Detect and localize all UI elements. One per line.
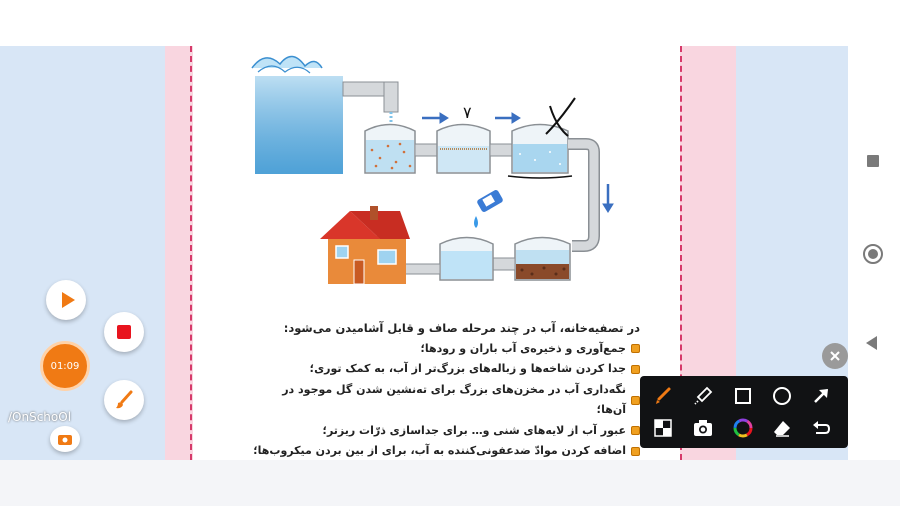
recents-icon[interactable] — [867, 155, 879, 167]
brush-button[interactable] — [104, 380, 144, 420]
list-item-text: جدا کردن شاخه‌ها و زباله‌های بزرگ‌تر از آب، به کمک توری؛ — [309, 362, 626, 375]
rectangle-icon — [733, 386, 753, 406]
sand-filter-tank — [515, 238, 570, 281]
list-item-text: عبور آب از لایه‌های شنی و… برای جداسازی ذرّات ریزتر؛ — [322, 423, 626, 437]
bullet-icon — [631, 396, 640, 405]
brush-icon — [113, 389, 135, 411]
instructions-text — [250, 318, 640, 482]
toolbox-button[interactable] — [50, 426, 80, 452]
undo-tool-button[interactable] — [806, 413, 836, 443]
color-wheel-icon — [733, 418, 753, 438]
list-item-text: نگه‌داری آب در مخزن‌های بزرگ برای ته‌نشین شدن گل موجود در آن‌ها؛ — [282, 382, 626, 416]
handwritten-underline — [508, 176, 572, 178]
water-treatment-diagram — [250, 46, 630, 296]
undo-icon — [811, 418, 831, 438]
bullet-icon — [631, 344, 640, 353]
arrow-tool-button[interactable] — [806, 381, 836, 411]
house — [320, 206, 410, 284]
bullet-icon — [631, 365, 640, 374]
camera-icon — [693, 419, 713, 437]
circle-icon — [772, 386, 792, 406]
color-picker-button[interactable] — [728, 413, 758, 443]
handwritten-number: ۷ — [463, 103, 472, 122]
toolbox-icon — [57, 432, 73, 446]
watermark: /OnSchoOl — [8, 410, 72, 424]
list-item — [250, 441, 640, 462]
recording-timer[interactable]: 01:09 — [40, 341, 90, 391]
page-border-left — [165, 46, 193, 460]
arrow-icon — [811, 386, 831, 406]
bottom-letterbox — [0, 460, 900, 506]
screening-tank — [365, 125, 415, 174]
circle-tool-button[interactable] — [767, 381, 797, 411]
sedimentation-tank — [437, 125, 490, 174]
home-icon[interactable] — [863, 244, 883, 264]
pen-icon — [653, 386, 673, 406]
pen-tool-button[interactable] — [648, 381, 678, 411]
stop-button[interactable] — [104, 312, 144, 352]
intro-text: در تصفیه‌خانه، آب در چند مرحله صاف و قابل آشامیدن می‌شود: — [283, 321, 640, 335]
back-icon[interactable] — [866, 336, 877, 350]
screenshot-tool-button[interactable] — [688, 413, 718, 443]
list-item — [250, 421, 640, 442]
top-letterbox — [0, 0, 900, 46]
close-button[interactable] — [822, 343, 848, 369]
bullet-icon — [631, 447, 640, 456]
clean-water-tank — [440, 238, 493, 281]
highlighter-icon — [693, 386, 713, 406]
mosaic-tool-button[interactable] — [648, 413, 678, 443]
dashed-line-left — [190, 46, 192, 460]
list-item — [250, 339, 640, 360]
list-item — [250, 359, 640, 380]
eraser-icon — [772, 418, 792, 438]
highlighter-tool-button[interactable] — [688, 381, 718, 411]
annotation-toolbar — [640, 376, 848, 448]
mosaic-icon — [654, 419, 672, 437]
list-item-text: اضافه کردن موادّ ضدعفونی‌کننده به آب، برای از بین بردن میکروب‌ها؛ — [253, 444, 626, 457]
play-button[interactable] — [46, 280, 86, 320]
list-item-text: جمع‌آوری و ذخیره‌ی آب باران و رودها؛ — [420, 341, 626, 355]
filter-tank — [512, 125, 568, 174]
bullet-icon — [631, 426, 640, 435]
eraser-tool-button[interactable] — [767, 413, 797, 443]
close-icon — [829, 350, 841, 362]
list-item — [250, 380, 640, 421]
disinfectant-bottle — [474, 189, 504, 228]
rectangle-tool-button[interactable] — [728, 381, 758, 411]
